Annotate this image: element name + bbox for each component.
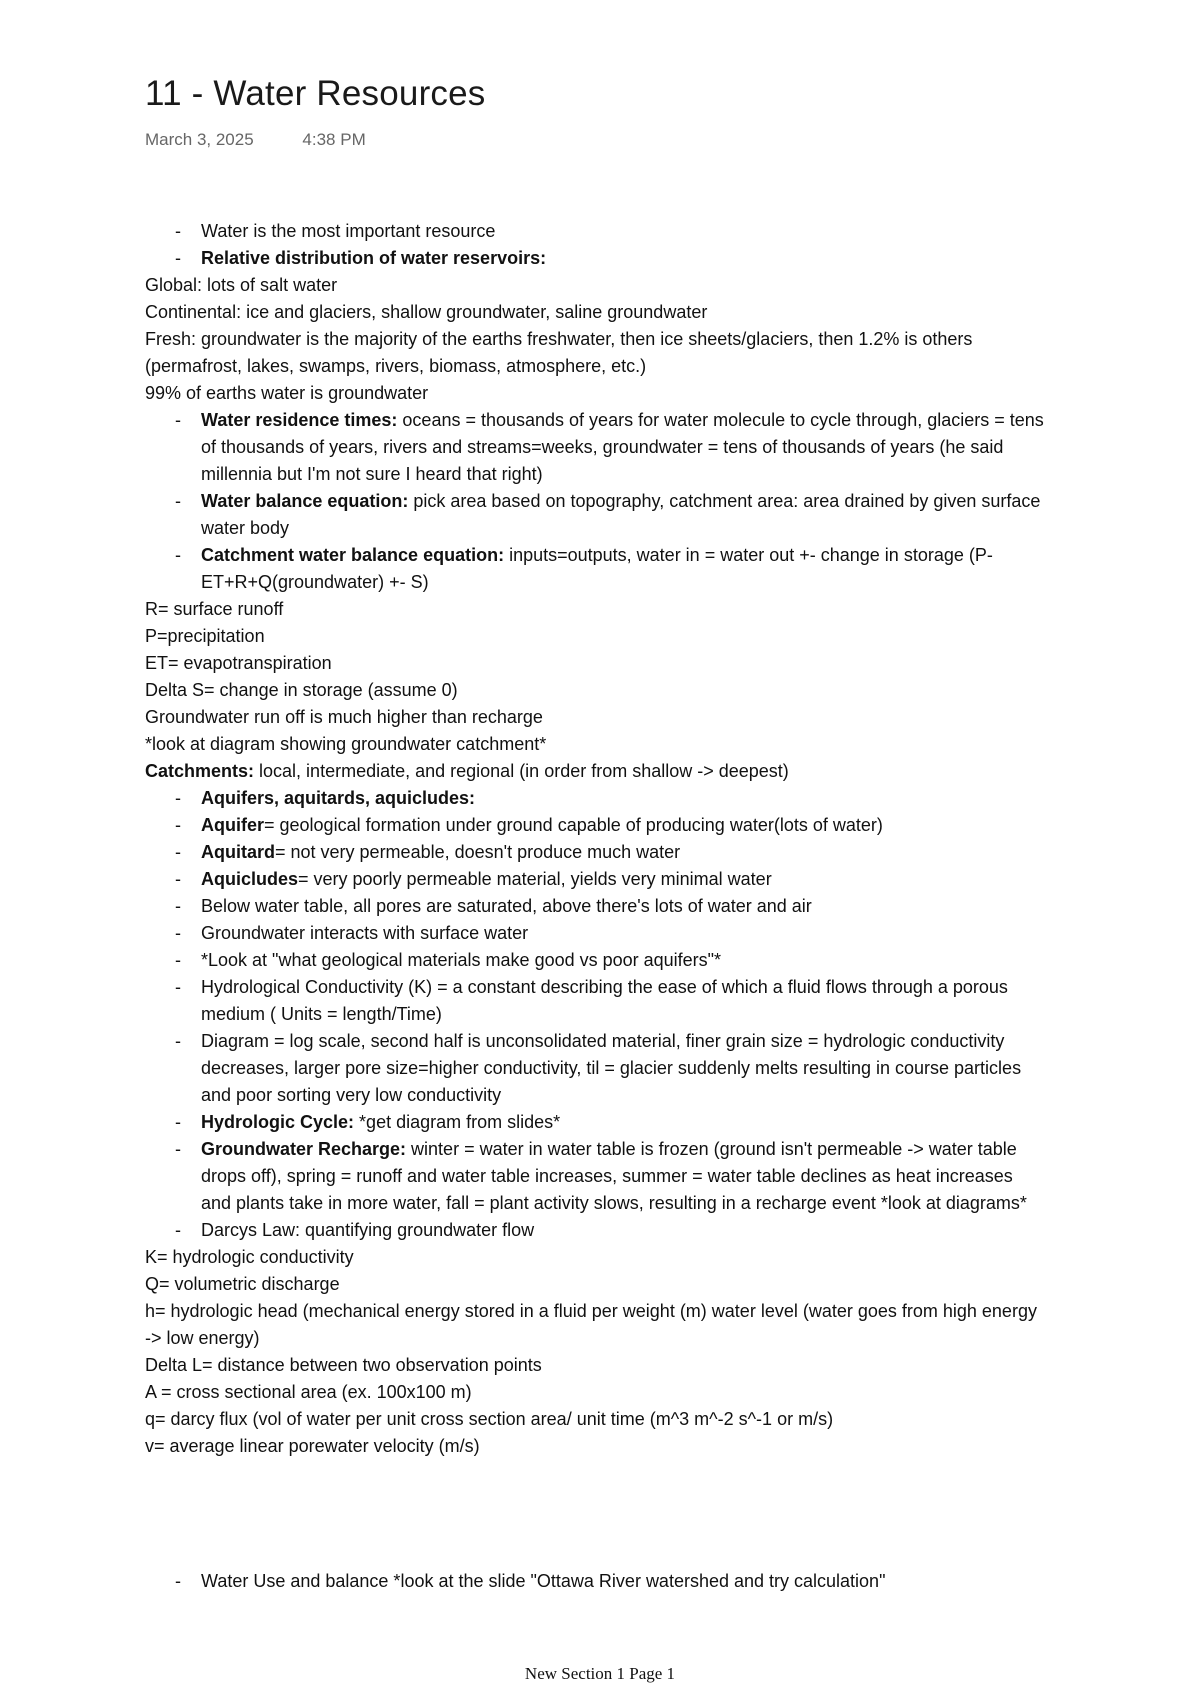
bullet-item (145, 785, 1045, 812)
note-line (145, 1406, 1045, 1433)
line-text: oceans = thousands of years for water molecule to cycle through, glaciers = tens of thousands of years, rivers and streams=weeks, groundwater = tens of thousands of years (he said millennia but I'm not sure I heard that right) (201, 410, 1044, 484)
note-line (145, 704, 1045, 731)
bullet-item (145, 1217, 1045, 1244)
note-body[interactable] (145, 218, 1045, 1595)
line-text: q= darcy flux (vol of water per unit cross section area/ unit time (m^3 m^-2 s^-1 or m/s) (145, 1409, 834, 1429)
bold-term: Water balance equation: (201, 491, 409, 511)
bullet-item (145, 218, 1045, 245)
line-text: K= hydrologic conductivity (145, 1247, 354, 1267)
bullet-item (145, 839, 1045, 866)
line-text: = not very permeable, doesn't produce much water (275, 842, 681, 862)
line-text: Below water table, all pores are saturated, above there's lots of water and air (201, 896, 812, 916)
bold-term: Aquifers, aquitards, aquicludes: (201, 788, 476, 808)
note-line (145, 596, 1045, 623)
line-text: Darcys Law: quantifying groundwater flow (201, 1220, 535, 1240)
note-line (145, 1379, 1045, 1406)
line-text: Groundwater run off is much higher than recharge (145, 707, 543, 727)
line-text: A = cross sectional area (ex. 100x100 m) (145, 1382, 472, 1402)
bullet-item (145, 812, 1045, 839)
line-text: local, intermediate, and regional (in order from shallow -> deepest) (254, 761, 789, 781)
bold-term: Catchment water balance equation: (201, 545, 505, 565)
bold-term: Water residence times: (201, 410, 398, 430)
page-footer: New Section 1 Page 1 (524, 1664, 676, 1683)
line-text: inputs=outputs, water in = water out +- change in storage (P-ET+R+Q(groundwater) +- S) (201, 545, 993, 592)
bold-term: Aquitard (201, 842, 275, 862)
note-line (145, 623, 1045, 650)
bullet-item (145, 866, 1045, 893)
line-text: Delta L= distance between two observation points (145, 1355, 542, 1375)
line-text: = very poorly permeable material, yields very minimal water (298, 869, 772, 889)
line-text: Q= volumetric discharge (145, 1274, 340, 1294)
line-text: Global: lots of salt water (145, 275, 338, 295)
line-text: *get diagram from slides* (354, 1112, 561, 1132)
bold-term: Aquicludes (201, 869, 299, 889)
line-text: Fresh: groundwater is the majority of the earths freshwater, then ice sheets/glaciers, then 1.2% is others (permafrost, lakes, swamps, rivers, biomass, atmosphere, etc.) (145, 329, 973, 376)
bullet-item (145, 893, 1045, 920)
line-text: 99% of earths water is groundwater (145, 383, 429, 403)
page-meta (145, 130, 366, 150)
line-text: v= average linear porewater velocity (m/s) (145, 1436, 480, 1456)
bullet-item (145, 947, 1045, 974)
line-text: winter = water in water table is frozen (ground isn't permeable -> water table drops off), spring = runoff and water table increases, summer = water table declines as heat increases and plants take in more water, fall = plant activity slows, resulting in a recharge event *look at diagrams* (201, 1139, 1027, 1213)
line-text: Water Use and balance *look at the slide "Ottawa River watershed and try calculation" (201, 1571, 886, 1591)
bold-term: Aquifer (201, 815, 264, 835)
bold-term: Hydrologic Cycle: (201, 1112, 355, 1132)
line-text: pick area based on topography, catchment area: area drained by given surface water body (201, 491, 1041, 538)
note-line (145, 1352, 1045, 1379)
line-text: Water is the most important resource (201, 221, 496, 241)
note-line (145, 650, 1045, 677)
line-text: R= surface runoff (145, 599, 284, 619)
line-text: Diagram = log scale, second half is unconsolidated material, finer grain size = hydrologic conductivity decreases, larger pore size=higher conductivity, til = glacier suddenly melts resulting in course particles and poor sorting very low conductivity (201, 1031, 1022, 1105)
page-time: 4:38 PM (302, 130, 366, 149)
bold-term: Relative distribution of water reservoirs: (201, 248, 547, 268)
note-line (145, 326, 1045, 380)
blank-gap (145, 1460, 1045, 1568)
line-text: ET= evapotranspiration (145, 653, 332, 673)
bullet-item (145, 1109, 1045, 1136)
note-line (145, 1271, 1045, 1298)
note-line (145, 380, 1045, 407)
note-line (145, 731, 1045, 758)
bullet-item (145, 974, 1045, 1028)
note-line (145, 677, 1045, 704)
line-text: P=precipitation (145, 626, 265, 646)
note-line (145, 1433, 1045, 1460)
line-text: h= hydrologic head (mechanical energy stored in a fluid per weight (m) water level (water goes from high energy -> low energy) (145, 1301, 1037, 1348)
bullet-item (145, 1136, 1045, 1217)
line-text: *Look at "what geological materials make good vs poor aquifers"* (201, 950, 722, 970)
bullet-item (145, 407, 1045, 488)
bold-term: Groundwater Recharge: (201, 1139, 407, 1159)
page-date: March 3, 2025 (145, 130, 254, 149)
note-line (145, 1244, 1045, 1271)
line-text: Delta S= change in storage (assume 0) (145, 680, 458, 700)
note-line (145, 1298, 1045, 1352)
line-text: Hydrological Conductivity (K) = a constant describing the ease of which a fluid flows through a porous medium ( Units = length/Time) (201, 977, 1008, 1024)
bullet-item (145, 245, 1045, 272)
page-title: 11 - Water Resources (145, 74, 486, 113)
line-text: = geological formation under ground capable of producing water(lots of water) (264, 815, 883, 835)
note-line (145, 272, 1045, 299)
line-text: Continental: ice and glaciers, shallow groundwater, saline groundwater (145, 302, 708, 322)
bullet-item (145, 488, 1045, 542)
line-text: Groundwater interacts with surface water (201, 923, 529, 943)
note-line (145, 299, 1045, 326)
bullet-item (145, 1028, 1045, 1109)
bold-term: Catchments: (145, 761, 255, 781)
bullet-item (145, 542, 1045, 596)
bullet-item (145, 1568, 1045, 1595)
note-line (145, 758, 1045, 785)
line-text: *look at diagram showing groundwater catchment* (145, 734, 547, 754)
bullet-item (145, 920, 1045, 947)
